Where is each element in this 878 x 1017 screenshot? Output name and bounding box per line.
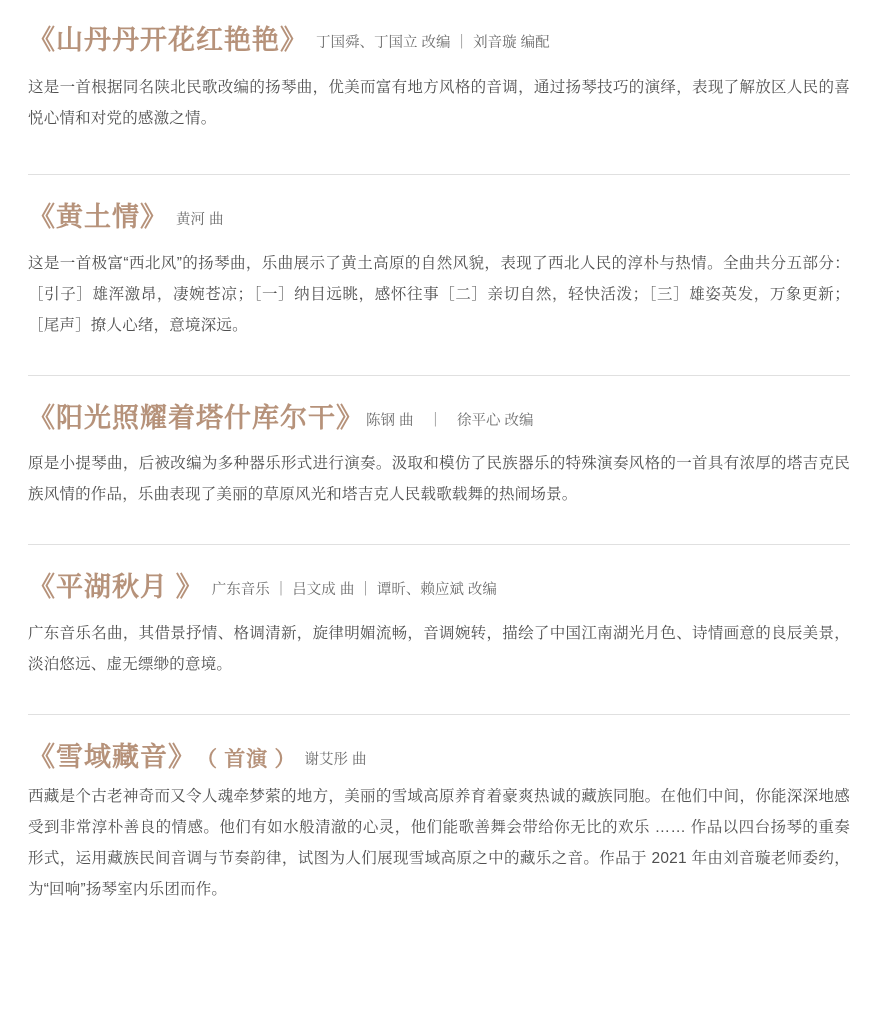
song-title: 《阳光照耀着塔什库尔干》 bbox=[28, 402, 364, 433]
entry-title-row bbox=[28, 24, 850, 56]
entry-title-row bbox=[28, 402, 850, 434]
entry-title-row bbox=[28, 741, 850, 773]
song-description: 原是小提琴曲，后被改编为多种器乐形式进行演奏。汲取和模仿了民族器乐的特殊演奏风格的一首具有浓厚的塔吉克民族风情的作品，乐曲表现了美丽的草原风光和塔吉克人民载歌载舞的热闹场景。 bbox=[28, 455, 850, 504]
program-entry bbox=[28, 12, 850, 175]
entry-title-row bbox=[28, 201, 850, 233]
program-entry bbox=[28, 376, 850, 545]
song-description: 这是一首根据同名陕北民歌改编的扬琴曲，优美而富有地方风格的音调，通过扬琴技巧的演绎，表现了解放区人民的喜悦心情和对党的感激之情。 bbox=[28, 79, 850, 128]
entry-title-row bbox=[28, 571, 850, 603]
song-credits: 陈钢 曲 ｜ 徐平心 改编 bbox=[366, 412, 534, 429]
song-credits: 黄河 曲 bbox=[176, 212, 224, 229]
song-credits: 广东音乐 ｜ 吕文成 曲 ｜ 谭昕、赖应斌 改编 bbox=[211, 582, 497, 599]
song-credits: 丁国舜、丁国立 改编 ｜ 刘音璇 编配 bbox=[316, 35, 550, 51]
song-description: 这是一首极富“西北风”的扬琴曲，乐曲展示了黄土高原的自然风貌，表现了西北人民的淳朴与热情。全曲共分五部分：［引子］雄浑激昂，凄婉苍凉；［一］纳目远眺，感怀往事［二］亲切自然，轻快活泼；［三］雄姿英发，万象更新；［尾声］撩人心绪，意境深远。 bbox=[28, 254, 850, 334]
program-entry bbox=[28, 715, 850, 905]
program-entry bbox=[28, 545, 850, 714]
song-credits: 谢艾彤 曲 bbox=[304, 751, 367, 768]
song-title: 《平湖秋月 》 bbox=[28, 572, 204, 603]
program-entry bbox=[28, 175, 850, 375]
song-title: 《山丹丹开花红艳艳》 bbox=[28, 25, 308, 55]
song-title-suffix: （ 首演 ） bbox=[196, 746, 297, 771]
song-description: 西藏是个古老神奇而又令人魂牵梦萦的地方，美丽的雪域高原养育着豪爽热诚的藏族同胞。在他们中间，你能深深地感受到非常淳朴善良的情感。他们有如水般清澈的心灵，他们能歌善舞会带给你无比的欢乐 …… 作品以四台扬琴的重奏形式，运用藏族民间音调与节奏韵律，试图为人们展现雪域高原之中的藏乐之音。作品于 2021 年由刘音璇老师委约，为“回响”扬琴室内乐团而作。 bbox=[28, 787, 850, 898]
song-title: 《雪域藏音》 bbox=[28, 741, 196, 772]
song-description: 广东音乐名曲，其借景抒情、格调清新，旋律明媚流畅，音调婉转，描绘了中国江南湖光月色、诗情画意的良辰美景，淡泊悠远、虚无缥缈的意境。 bbox=[28, 624, 850, 673]
song-title: 《黄土情》 bbox=[28, 202, 168, 233]
